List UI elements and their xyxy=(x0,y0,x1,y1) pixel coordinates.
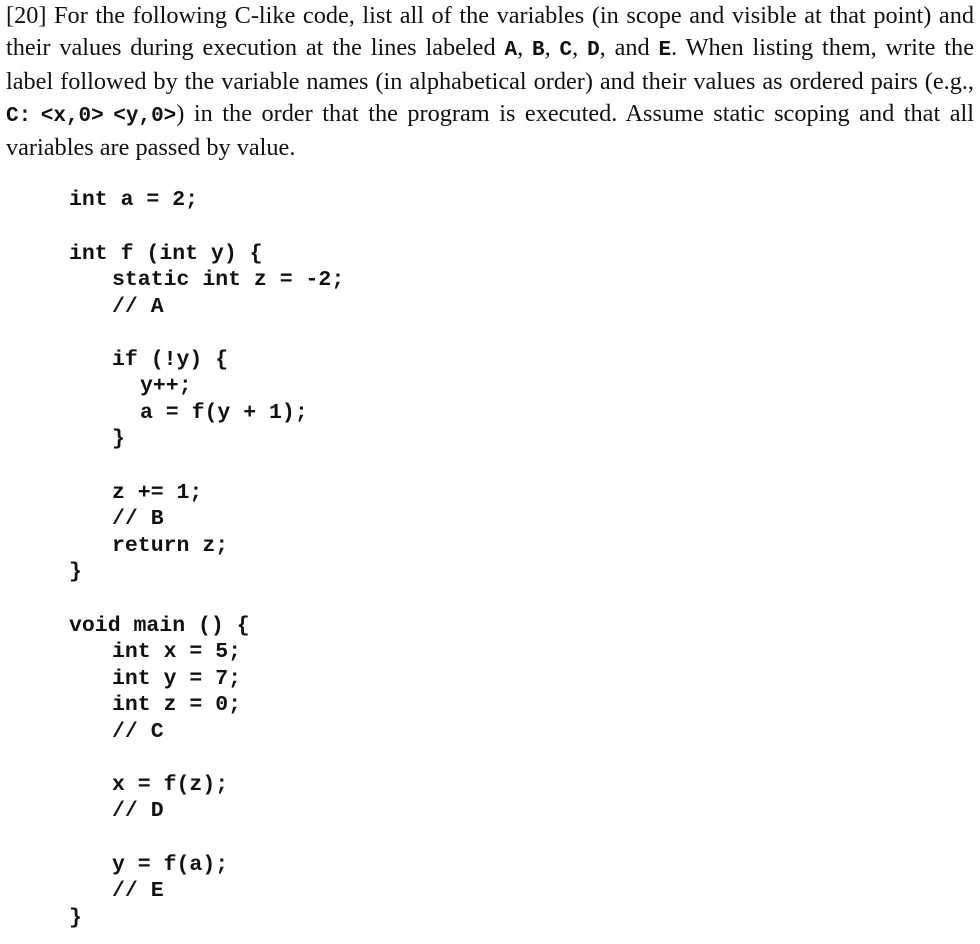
code-line-int-x: int x = 5; xyxy=(112,640,242,664)
label-a: A xyxy=(504,38,518,62)
question-text-part-1: For the following C-like code, list all of the variables (in scope and visible at that point) and their values during execution at the lines labeled xyxy=(6,2,974,61)
label-c: C xyxy=(559,38,573,62)
example-pair-2: <y,0> xyxy=(113,104,177,128)
example-label: C: xyxy=(6,104,32,128)
label-b: B xyxy=(532,38,545,62)
code-line-assign-y: y = f(a); xyxy=(112,853,229,877)
code-line-int-z: int z = 0; xyxy=(112,693,242,717)
label-separator-4: , and xyxy=(599,33,650,61)
code-line-comment-e: // E xyxy=(112,879,164,903)
code-line-comment-b: // B xyxy=(112,507,164,531)
code-line-assign-x: x = f(z); xyxy=(112,773,229,797)
code-line-return: return z; xyxy=(112,534,229,558)
code-line-int-y: int y = 7; xyxy=(112,667,242,691)
label-separator-1: , xyxy=(517,33,524,61)
code-line-func-f-close: } xyxy=(69,560,82,584)
label-separator-2: , xyxy=(544,33,551,61)
code-line-if-close: } xyxy=(112,427,125,451)
code-line-recursive-call: a = f(y + 1); xyxy=(140,401,308,425)
code-line-comment-c: // C xyxy=(112,720,164,744)
code-line-increment-y: y++; xyxy=(140,374,192,398)
label-d: D xyxy=(587,38,600,62)
code-line-z-increment: z += 1; xyxy=(112,481,203,505)
example-pair-1: <x,0> xyxy=(40,104,104,128)
code-line-comment-d: // D xyxy=(112,799,164,823)
question-text xyxy=(6,0,974,164)
code-line-main-close: } xyxy=(69,906,82,930)
code-line-comment-a: // A xyxy=(112,295,164,319)
question-text-part-3: ) in the order that the program is executed. Assume static scoping and that all variables are passed by value. xyxy=(6,99,974,162)
label-e: E xyxy=(658,38,672,62)
question-points: [20] xyxy=(6,2,47,29)
question-text-part-2: . When listing them, write the label followed by the variable names (in alphabetical order) and their values as ordered pairs (e.g., xyxy=(6,33,974,96)
label-separator-3: , xyxy=(572,33,579,61)
code-line-static-z: static int z = -2; xyxy=(112,268,345,292)
code-line-if: if (!y) { xyxy=(112,348,229,372)
code-line-global-a: int a = 2; xyxy=(69,188,199,212)
code-line-func-f-header: int f (int y) { xyxy=(69,242,263,266)
code-line-main-header: void main () { xyxy=(69,614,250,638)
